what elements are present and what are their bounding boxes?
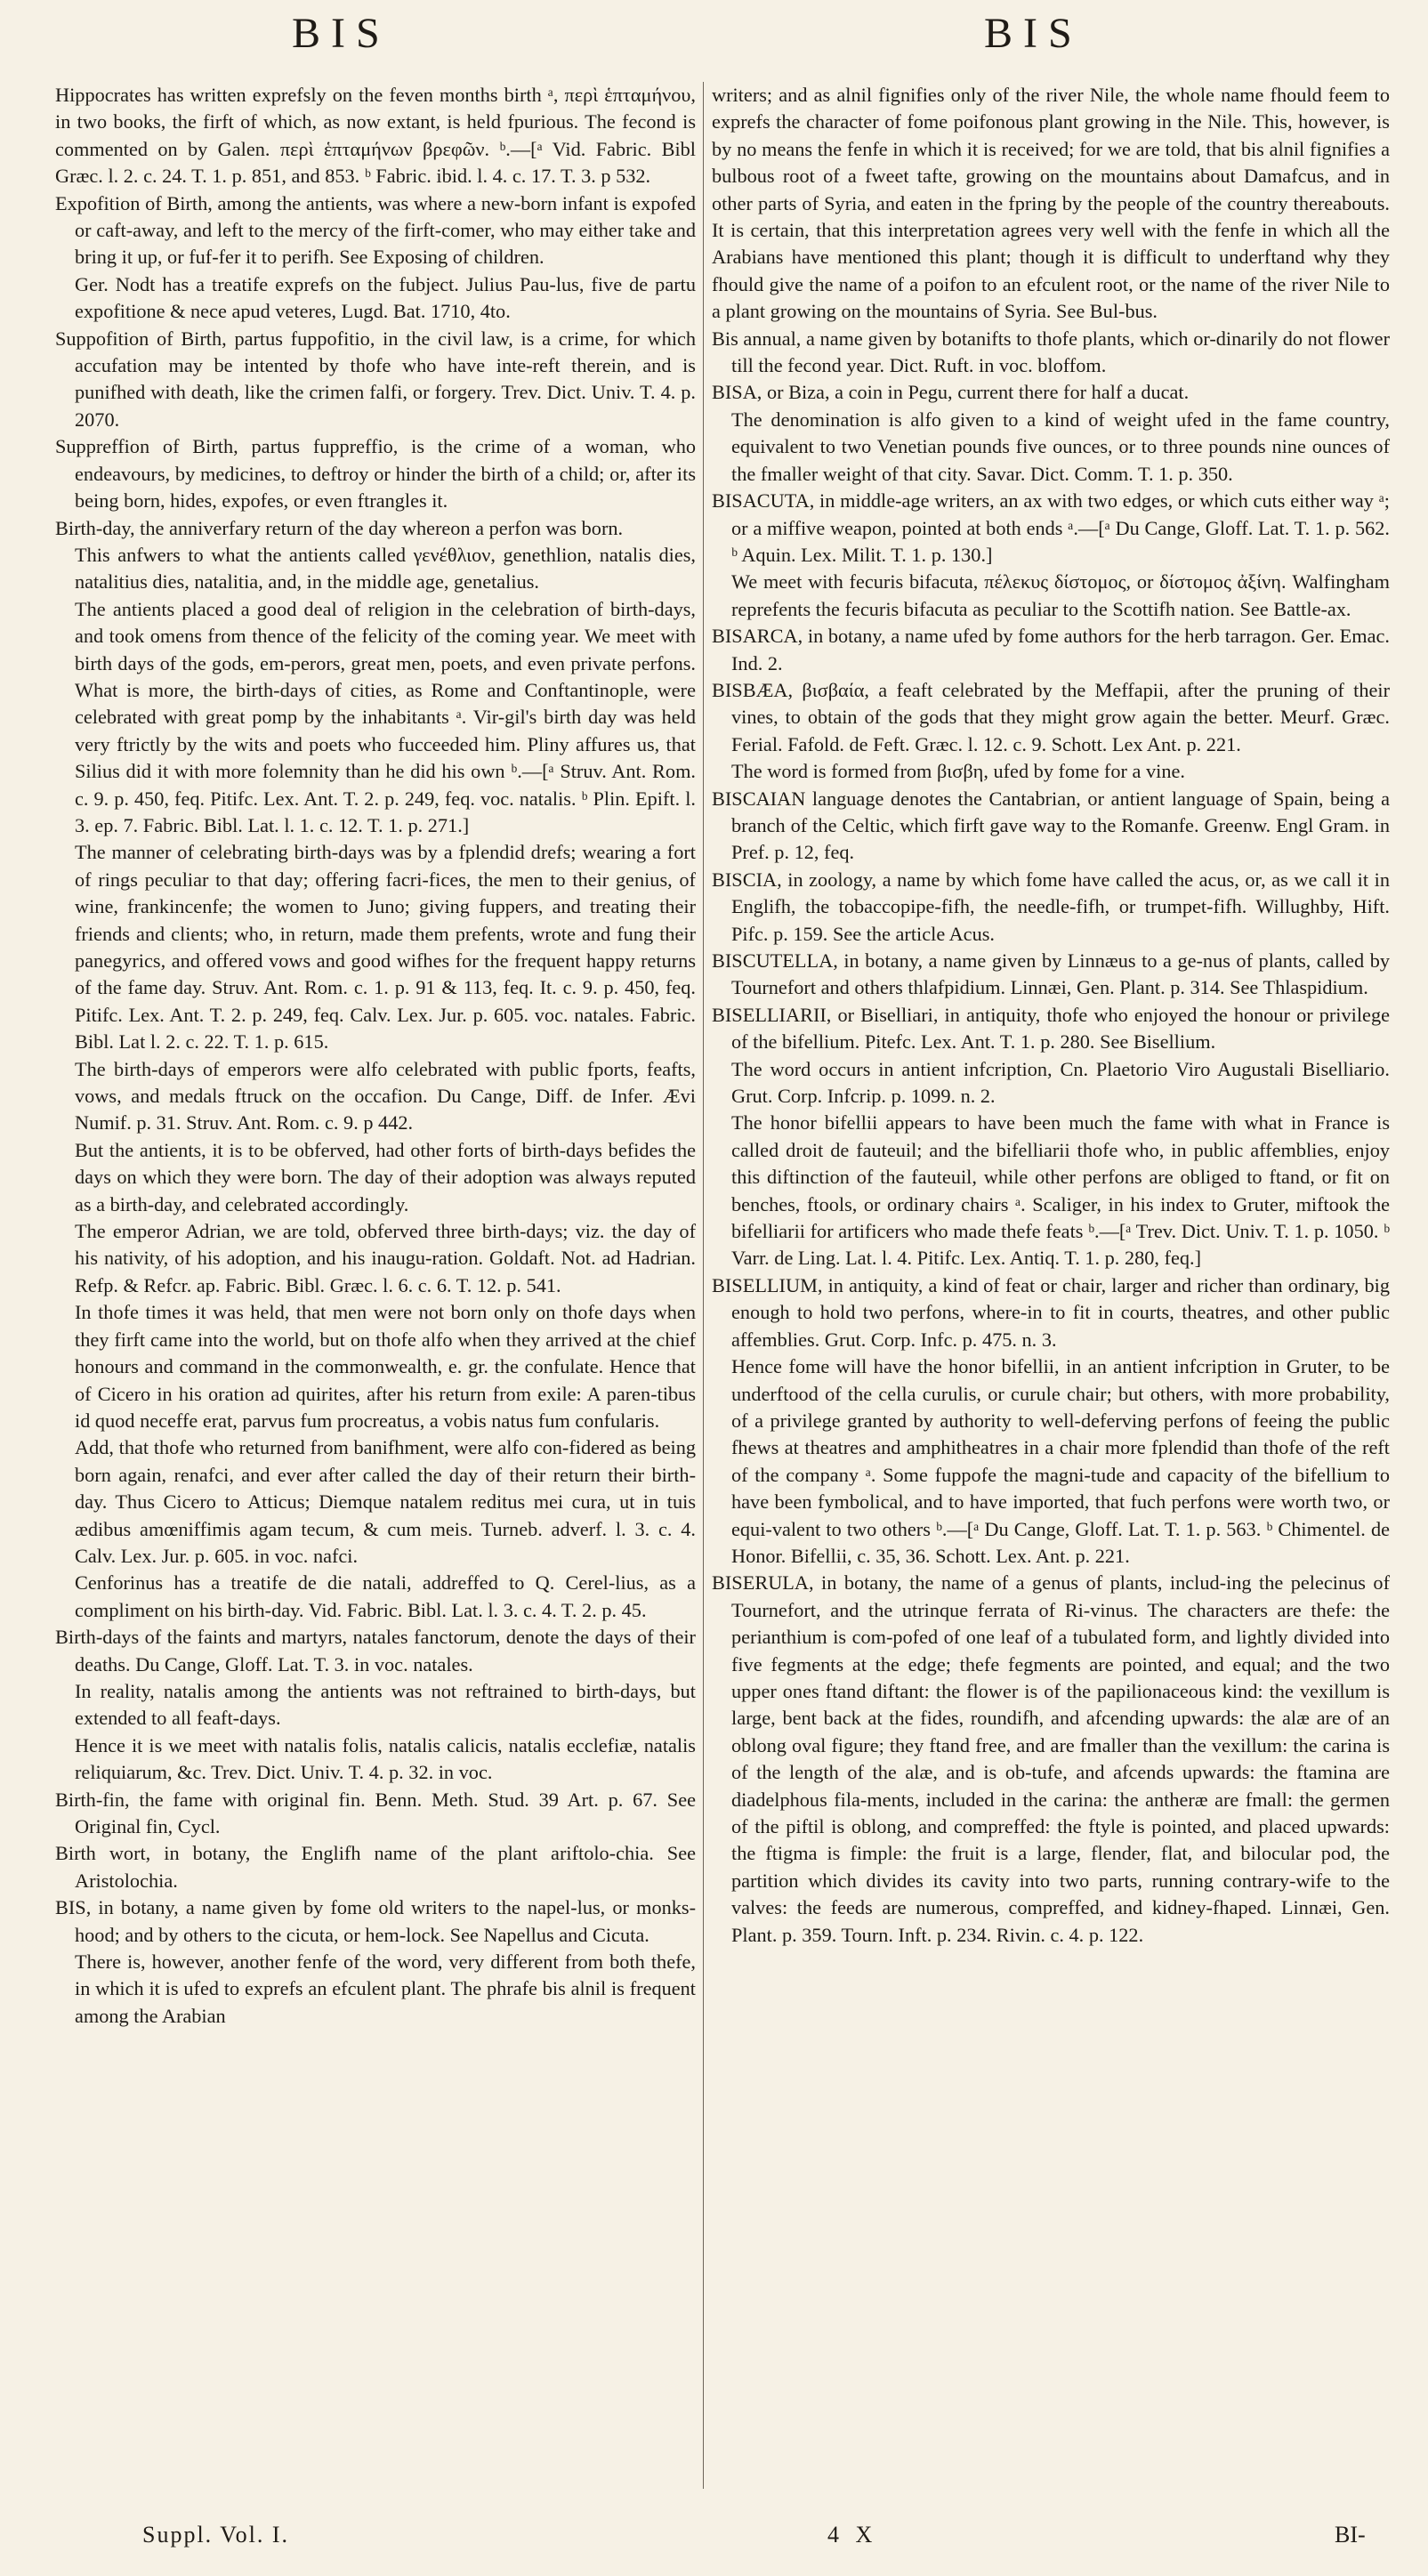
paragraph: writers; and as alnil fignifies only of the river Nile, the whole name fhould feem to exprefs the character of fome poifonous plant growing in the Nile. This, however, is by no means the fenfe in which it is received; for we are told, that bis alnil fignifies a bulbous root of a fweet tafte, growing on the mountains about Damafcus, and in other parts of Syria, and eaten in the fpring by the people of the country thereabouts. It is certain, that this interpretation agrees very well with the fenfe in which all the Arabians have mentioned this plant; though it is difficult to underftand why they fhould give the name of a poifon to an efculent root, or the name of the river Nile to a plant growing on the mountains of Syria. See Bul-bus. xyxy=(712,84,1390,323)
paragraph: We meet with fecuris bifacuta, πέλεκυς δίστομος, or δίστομος ἀξίνη. Walfingham reprefents the fecuris bifacuta as peculiar to the Scottifh nation. See Battle-ax. xyxy=(731,570,1390,620)
paragraph: In reality, natalis among the antients was not reftrained to birth-days, but extended to all feaft-days. xyxy=(75,1679,696,1730)
right-column xyxy=(712,82,1390,1949)
dictionary-entry: BISACUTA, in middle-age writers, an ax with two edges, or which cuts either way ᵃ; or a miffive weapon, pointed at both ends ᵃ.—[ᵃ Du Cange, Gloff. Lat. T. 1. p. 562. ᵇ Aquin. Lex. Milit. T. 1. p. 130.] xyxy=(712,489,1390,566)
dictionary-entry: BISCIA, in zoology, a name by which fome have called the acus, or, as we call it in Englifh, the tobaccopipe-fifh, the needle-fifh, or trumpet-fifh. Willughby, Hift. Pifc. p. 159. See the article Acus. xyxy=(712,868,1390,945)
signature-mark: 4 X xyxy=(827,2522,878,2548)
dictionary-entry: Birth-day, the anniverfary return of the day whereon a perfon was born. xyxy=(55,516,624,539)
signature-left: Suppl. Vol. I. xyxy=(142,2522,290,2548)
dictionary-entry: BISARCA, in botany, a name ufed by fome authors for the herb tarragon. Ger. Emac. Ind. 2. xyxy=(712,625,1390,674)
dictionary-entry: Expofition of Birth, among the antients, was where a new-born infant is expofed or caft-away, and left to the mercy of the firft-comer, who may either take and bring it up, or fuf-fer it to perifh. See Exposing of children. xyxy=(55,191,696,269)
paragraph: Ger. Nodt has a treatife exprefs on the fubject. Julius Pau-lus, five de partu expofitione & nece apud veteres, Lugd. Bat. 1710, 4to. xyxy=(75,272,696,323)
dictionary-entry: BISELLIUM, in antiquity, a kind of feat or chair, larger and richer than ordinary, big enough to hold two perfons, where-in to fit in courts, theatres, and other public affemblies. Grut. Corp. Infc. p. 475. n. 3. xyxy=(712,1273,1390,1351)
running-head-right: BIS xyxy=(984,10,1083,57)
dictionary-entry: Birth-fin, the fame with original fin. Benn. Meth. Stud. 39 Art. p. 67. See Original fin, Cycl. xyxy=(55,1788,696,1837)
paragraph: Hence fome will have the honor bifellii, in an antient infcription in Gruter, to be underftood of the cella curulis, or curule chair; but others, with more probability, of a privilege granted by authority to well-deferving perfons of feeing the public fhews at theatres and amphitheatres in a chair more fplendid than thofe of the reft of the company ᵃ. Some fuppofe the magni-tude and capacity of the bifellium to have been fymbolical, and to have imported, that fuch perfons were worth two, or equi-valent to two others ᵇ.—[ᵃ Du Cange, Gloff. Lat. T. 1. p. 563. ᵇ Chimentel. de Honor. Bifellii, c. 35, 36. Schott. Lex. Ant. p. 221. xyxy=(731,1355,1390,1567)
dictionary-entry: Suppreffion of Birth, partus fuppreffio, is the crime of a woman, who endeavours, by medicines, to deftroy or hinder the birth of a child; or, after its being born, hides, expofes, or even ftrangles it. xyxy=(55,435,696,513)
dictionary-entry: Bis annual, a name given by botanifts to thofe plants, which or-dinarily do not flower till the fecond year. Dict. Ruft. in voc. bloffom. xyxy=(712,327,1390,377)
paragraph: The manner of celebrating birth-days was by a fplendid drefs; wearing a fort of rings peculiar to that day; offering facri-fices, the men to their genius, of wine, frankincenfe; the women to Juno; giving fuppers, and treating their friends and clients; who, in return, made them prefents, wrote and fung their panegyrics, and offered vows and good wifhes for the frequent happy returns of the fame day. Struv. Ant. Rom. c. 1. p. 91 & 113, feq. It. c. 9. p. 450, feq. Pitifc. Lex. Ant. T. 2. p. 249, feq. Calv. Lex. Jur. p. 605. voc. natales. Fabric. Bibl. Lat l. 2. c. 22. T. 1. p. 615. xyxy=(75,841,696,1054)
paragraph: The honor bifellii appears to have been much the fame with what in France is called droit de fauteuil; and the bifelliarii thofe who, in public affemblies, enjoy this diftinction of the fauteuil, while other perfons are obliged to ftand, or fit on benches, ftools, or ordinary chairs ᵃ. Scaliger, in his index to Gruter, miftook the bifelliarii for artificers who made thefe feats ᵇ.—[ᵃ Trev. Dict. Univ. T. 1. p. 1050. ᵇ Varr. de Ling. Lat. l. 4. Pitifc. Lex. Antiq. T. 1. p. 280, feq.] xyxy=(731,1111,1390,1270)
dictionary-entry: BIS, in botany, a name given by fome old writers to the napel-lus, or monks-hood; and by others to the cicuta, or hem-lock. See Napellus and Cicuta. xyxy=(55,1896,696,1946)
paragraph: Cenforinus has a treatife de die natali, addreffed to Q. Cerel-lius, as a compliment on his birth-day. Vid. Fabric. Bibl. Lat. l. 3. c. 4. T. 2. p. 45. xyxy=(75,1571,696,1621)
paragraph: The denomination is alfo given to a kind of weight ufed in the fame country, equivalent to two Venetian pounds five ounces, or to three pounds nine ounces of the fmaller weight of that city. Savar. Dict. Comm. T. 1. p. 350. xyxy=(731,408,1390,485)
paragraph: But the antients, it is to be obferved, had other forts of birth-days befides the days on which they were born. The day of their adoption was always reputed as a birth-day, and celebrated accordingly. xyxy=(75,1138,696,1215)
dictionary-entry: BISBÆA, βισβαία, a feaft celebrated by the Meffapii, after the pruning of their vines, to obtain of the gods that they might grow again the better. Meurf. Græc. Ferial. Fafold. de Feft. Græc. l. 12. c. 9. Schott. Lex Ant. p. 221. xyxy=(712,678,1390,755)
paragraph: In thofe times it was held, that men were not born only on thofe days when they firft came into the world, but on thofe alfo when they arrived at the chief honours and command in the commonwealth, e. gr. the confulate. Hence that of Cicero in his oration ad quirites, after his return from exile: A paren-tibus id quod neceffe erat, parvus fum procreatus, a vobis natus fum confularis. xyxy=(75,1301,696,1432)
left-column xyxy=(55,82,696,2030)
paragraph: The word is formed from βισβη, ufed by fome for a vine. xyxy=(731,760,1185,783)
paragraph: Hence it is we meet with natalis folis, natalis calicis, natalis ecclefiæ, natalis reliquiarum, &c. Trev. Dict. Univ. T. 4. p. 32. in voc. xyxy=(75,1733,696,1784)
paragraph: The word occurs in antient infcription, Cn. Plaetorio Viro Augustali Biselliario. Grut. Corp. Infcrip. p. 1099. n. 2. xyxy=(731,1057,1390,1108)
column-divider xyxy=(703,82,704,2489)
dictionary-entry: Birth wort, in botany, the Englifh name of the plant ariftolo-chia. See Aristolochia. xyxy=(55,1842,696,1892)
running-head-left: BIS xyxy=(292,10,391,57)
dictionary-entry: BISCUTELLA, in botany, a name given by Linnæus to a ge-nus of plants, called by Tournefort and others thlafpidium. Linnæi, Gen. Plant. p. 314. See Thlaspidium. xyxy=(712,949,1390,999)
paragraph: Hippocrates has written exprefsly on the feven months birth ᵃ, περὶ ἑπταμήνου, in two books, the firft of which, as now extant, is held fpurious. The fecond is commented on by Galen. περὶ ἑπταμήνων βρεφῶν. ᵇ.—[ᵃ Vid. Fabric. Bibl Græc. l. 2. c. 24. T. 1. p. 851, and 853. ᵇ Fabric. ibid. l. 4. c. 17. T. 3. p 532. xyxy=(55,84,696,188)
paragraph: The antients placed a good deal of religion in the celebration of birth-days, and took omens from thence of the felicity of the coming year. We meet with birth days of the gods, em-perors, great men, poets, and even private perfons. What is more, the birth-days of cities, as Rome and Conftantinople, were celebrated with great pomp by the inhabitants ᵃ. Vir-gil's birth day was held very ftrictly by the wits and poets who fucceeded him. Pliny affures us, that Silius did it with more folemnity than he did his own ᵇ.—[ᵃ Struv. Ant. Rom. c. 9. p. 450, feq. Pitifc. Lex. Ant. T. 2. p. 249, feq. voc. natalis. ᵇ Plin. Epift. l. 3. ep. 7. Fabric. Bibl. Lat. l. 1. c. 12. T. 1. p. 271.] xyxy=(75,597,696,836)
dictionary-entry: Suppofition of Birth, partus fuppofitio, in the civil law, is a crime, for which accufation may be intented by thofe who have inte-reft therein, and is punifhed with death, like the crimen falfi, or forgery. Trev. Dict. Univ. T. 4. p. 2070. xyxy=(55,327,696,431)
catchword: BI- xyxy=(1335,2522,1366,2548)
paragraph: Add, that thofe who returned from banifhment, were alfo con-fidered as being born again, renafci, and ever after called the day of their return their birth-day. Thus Cicero to Atticus; Diemque natalem reditus mei cura, ut in tuis ædibus amœniffimis agam tecum, & cum meis. Turneb. adverf. l. 3. c. 4. Calv. Lex. Jur. p. 605. in voc. nafci. xyxy=(75,1436,696,1567)
paragraph: This anfwers to what the antients called γενέθλιον, genethlion, natalis dies, natalitius dies, natalitia, and, in the middle age, genetalius. xyxy=(75,543,696,594)
paragraph: The emperor Adrian, we are told, obferved three birth-days; viz. the day of his nativity, of his adoption, and his inaugu-ration. Goldaft. Not. ad Hadrian. Refp. & Refcr. ap. Fabric. Bibl. Græc. l. 6. c. 6. T. 12. p. 541. xyxy=(75,1220,696,1296)
dictionary-entry: BISERULA, in botany, the name of a genus of plants, includ-ing the pelecinus of Tournefort, and the utrinque ferrata of Ri-vinus. The characters are thefe: the perianthium is com-pofed of one leaf of a tubulated form, and lightly divided into five fegments at the edge; thefe fegments are pointed, and equal; and the two upper ones ftand diftant: the flower is of the papilionaceous kind: the vexillum is large, bent back at the fides, roundifh, and afcending upwards: the alæ are of an oblong oval figure; they ftand free, and are fmaller than the vexillum: the carina is of the length of the alæ, and is ob-tufe, and afcends upwards: the ftamina are diadelphous fila-ments, included in the carina: the antheræ are fmall: the germen of the piftil is oblong, and compreffed: the ftyle is pointed, and placed upwards: the ftigma is fimple: the fruit is a large, flender, flat, and bilocular pod, the partition which divides its cavity into two parts, running contrary-wife to the valves: the feeds are numerous, compreffed, and kidney-fhaped. Linnæi, Gen. Plant. p. 359. Tourn. Inft. p. 234. Rivin. c. 4. p. 122. xyxy=(712,1571,1390,1946)
dictionary-entry: Birth-days of the faints and martyrs, natales fanctorum, denote the days of their deaths. Du Cange, Gloff. Lat. T. 3. in voc. natales. xyxy=(55,1626,696,1676)
paragraph: The birth-days of emperors were alfo celebrated with public fports, feafts, vows, and medals ftruck on the occafion. Du Cange, Diff. de Infer. Ævi Numif. p. 31. Struv. Ant. Rom. c. 9. p 442. xyxy=(75,1057,696,1135)
dictionary-entry: BISCAIAN language denotes the Cantabrian, or antient language of Spain, being a branch of the Celtic, which firft gave way to the Romanfe. Greenw. Engl Gram. in Pref. p. 12, feq. xyxy=(712,787,1390,864)
dictionary-entry: BISELLIARII, or Biselliari, in antiquity, thofe who enjoyed the honour or privilege of the bifellium. Pitefc. Lex. Ant. T. 1. p. 280. See Bisellium. xyxy=(712,1003,1390,1054)
paragraph: There is, however, another fenfe of the word, very different from both thefe, in which it is ufed to exprefs an efculent plant. The phrafe bis alnil is frequent among the Arabian xyxy=(75,1950,696,2027)
dictionary-entry: BISA, or Biza, a coin in Pegu, current there for half a ducat. xyxy=(712,381,1190,404)
